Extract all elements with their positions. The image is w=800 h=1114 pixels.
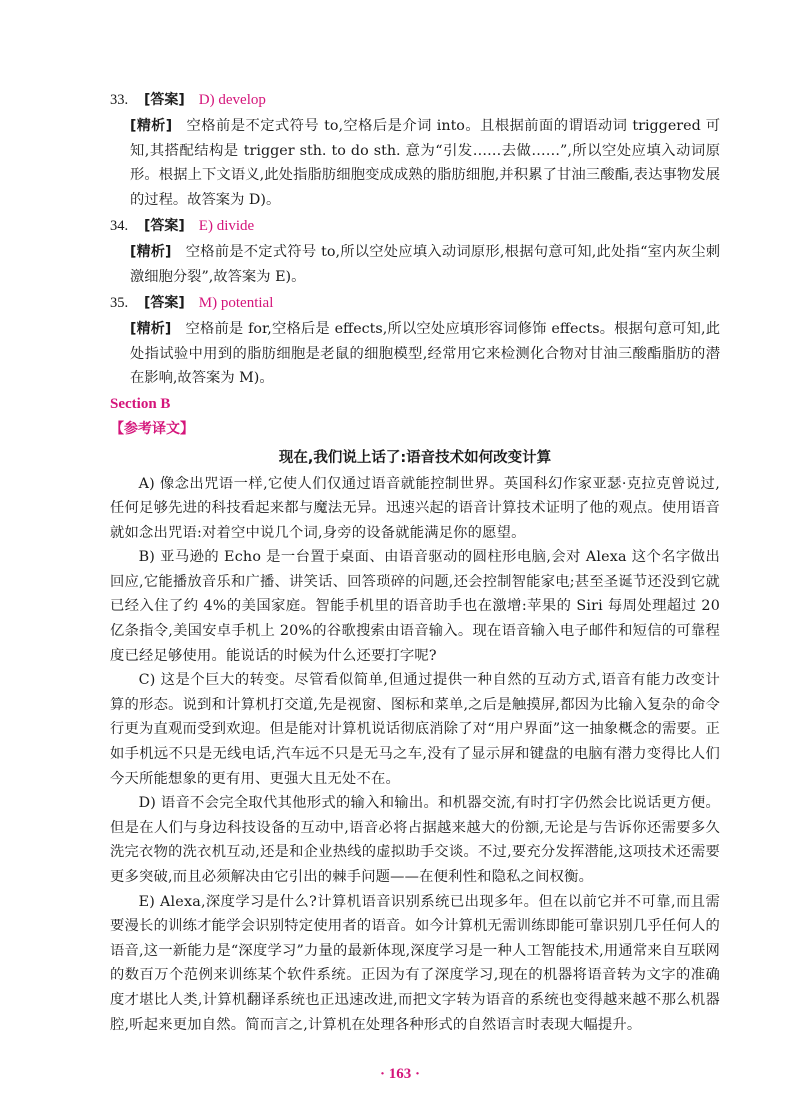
answer-value: D) develop bbox=[198, 92, 266, 108]
answer-item-33 bbox=[110, 86, 720, 212]
reference-translation-label: 【参考译文】 bbox=[110, 420, 194, 437]
paragraph-e: E) Alexa,深度学习是什么?计算机语音识别系统已出现多年。但在以前它并不可靠,而且需要漫长的训练才能学会识别特定使用者的语音。如今计算机无需训练即能可靠识别几乎任何人的语音,这一新能力是“深度学习”力量的最新体现,深度学习是一种人工智能技术,用通常来自互联网的数百万个范例来训练某个软件系统。正因为有了深度学习,现在的机器将语音转为文字的准确度才堪比人类,计算机翻译系统也正迅速改进,而把文字转为语音的系统也变得越来越不那么机器腔,听起来更加自然。简而言之,计算机在处理各种形式的自然语言时表现大幅提升。 bbox=[110, 893, 720, 1033]
answer-item-35 bbox=[110, 289, 720, 391]
section-heading: Section B bbox=[110, 395, 171, 412]
analysis-text: 空格前是 for,空格后是 effects,所以空处应填形容词修饰 effects。根据句意可知,此处指试验中用到的脂肪细胞是老鼠的细胞模型,经常用它来检测化合物对甘油三酸酯脂肪的潜在影响,故答案为 M)。 bbox=[130, 321, 721, 386]
paragraph-c: C) 这是个巨大的转变。尽管看似简单,但通过提供一种自然的互动方式,语音有能力改变计算的形态。说到和计算机打交道,先是视窗、图标和菜单,之后是触摸屏,都因为比输入复杂的命令行更为直观而受到欢迎。但是能对计算机说话彻底消除了对“用户界面”这一抽象概念的需要。正如手机远不只是无线电话,汽车远不只是无马之车,没有了显示屏和键盘的电脑有潜力变得比人们今天所能想象的更有用、更强大且无处不在。 bbox=[110, 672, 720, 787]
analysis-label: [精析] bbox=[130, 244, 172, 260]
question-number: 33. bbox=[110, 92, 129, 108]
paragraph-d: D) 语音不会完全取代其他形式的输入和输出。和机器交流,有时打字仍然会比说话更方便。但是在人们与身边科技设备的互动中,语音必将占据越来越大的份额,无论是与告诉你还需要多久洗完衣物的洗衣机互动,还是和企业热线的虚拟助手交谈。不过,要充分发挥潜能,这项技术还需要更多突破,而且必须解决由它引出的棘手问题——在便利性和隐私之间权衡。 bbox=[110, 795, 720, 885]
answer-line bbox=[110, 289, 720, 317]
paragraph-b: B) 亚马逊的 Echo 是一台置于桌面、由语音驱动的圆柱形电脑,会对 Alexa 这个名字做出回应,它能播放音乐和广播、讲笑话、回答琐碎的问题,还会控制智能家电;甚至圣诞节还没到它就已经入住了约 4%的美国家庭。智能手机里的语音助手也在激增:苹果的 Siri 每周处理超过 20 亿条指令,美国安卓手机上 20%的谷歌搜索由语音输入。现在语音输入电子邮件和短信的可靠程度已经足够使用。能说话的时候为什么还要打字呢? bbox=[110, 549, 720, 664]
document-page bbox=[110, 86, 720, 1037]
analysis-label: [精析] bbox=[130, 321, 172, 337]
page-number: · 163 · bbox=[379, 1066, 420, 1082]
answer-label: [答案] bbox=[144, 295, 185, 311]
analysis-block bbox=[110, 317, 720, 391]
analysis-label: [精析] bbox=[130, 118, 173, 134]
question-number: 35. bbox=[110, 295, 129, 311]
question-number: 34. bbox=[110, 218, 129, 234]
answer-label: [答案] bbox=[144, 218, 185, 234]
paragraph-a: A) 像念出咒语一样,它使人们仅通过语音就能控制世界。英国科幻作家亚瑟·克拉克曾说过,任何足够先进的科技看起来都与魔法无异。迅速兴起的语音计算技术证明了他的观点。使用语音就如念出咒语:对着空中说几个词,身旁的设备就能满足你的愿望。 bbox=[110, 475, 720, 541]
answer-label: [答案] bbox=[144, 92, 185, 108]
analysis-text: 空格前是不定式符号 to,空格后是介词 into。且根据前面的谓语动词 triggered 可知,其搭配结构是 trigger sth. to do sth. 意为“引发……去做……”,所以空处应填入动词原形。根据上下文语义,此处指脂肪细胞变成成熟的脂肪细胞,并积累了甘油三酸酯,表达事物发展的过程。故答案为 D)。 bbox=[130, 118, 721, 208]
answer-value: M) potential bbox=[198, 295, 274, 311]
article-title: 现在,我们说上话了:语音技术如何改变计算 bbox=[278, 449, 552, 466]
answer-line bbox=[110, 86, 720, 114]
analysis-block bbox=[110, 240, 720, 289]
analysis-block bbox=[110, 114, 720, 212]
answer-item-34 bbox=[110, 212, 720, 289]
answer-line bbox=[110, 212, 720, 240]
answer-value: E) divide bbox=[198, 218, 255, 234]
analysis-text: 空格前是不定式符号 to,所以空处应填入动词原形,根据句意可知,此处指“室内灰尘刺激细胞分裂”,故答案为 E)。 bbox=[130, 244, 721, 285]
